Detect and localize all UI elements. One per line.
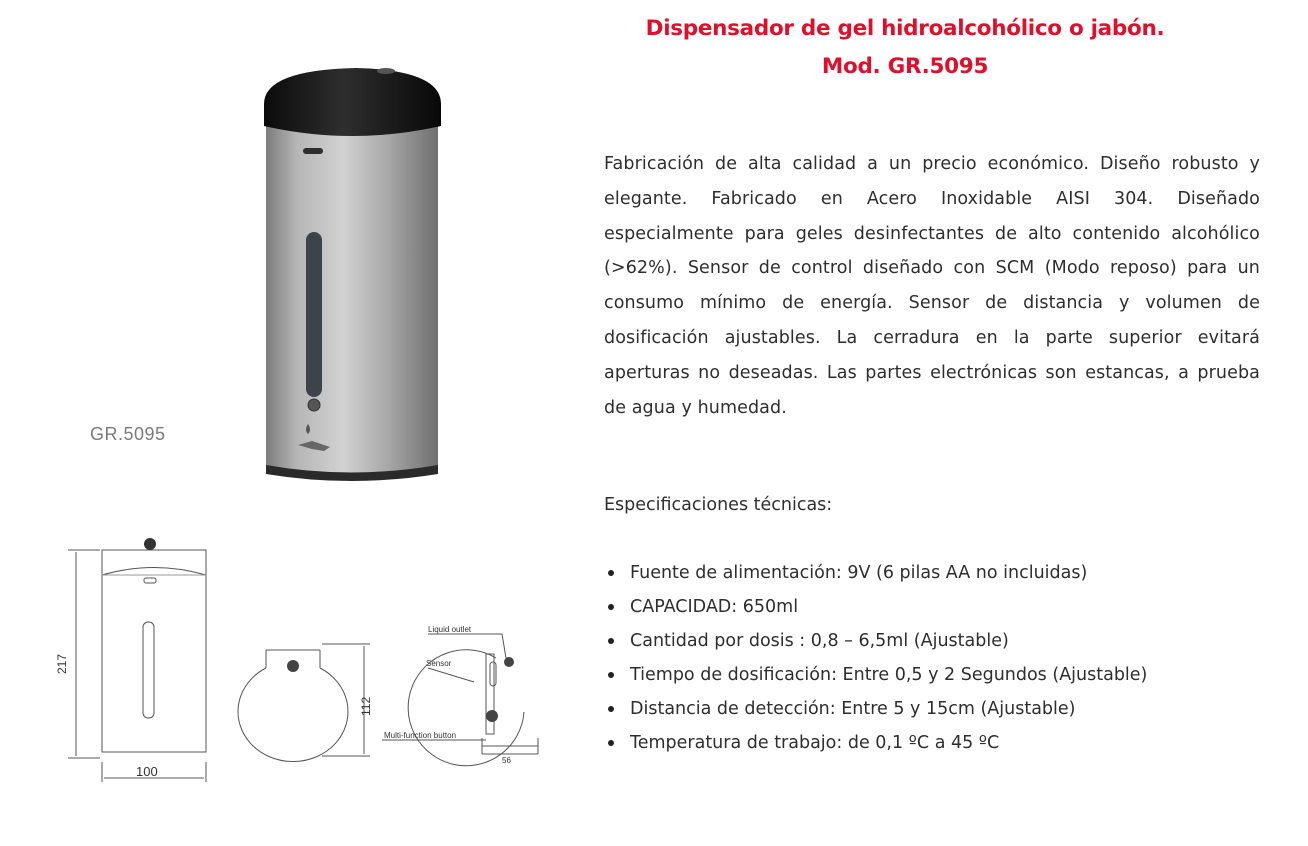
product-description: Fabricación de alta calidad a un precio económico. Diseño robusto y elegante. Fabricado en Acero Inoxidable AISI 304. Diseñado especialmente para geles desinfectantes de alto contenido alcohólico (>62%). Sensor de control diseñado con SCM (Modo reposo) para un consumo mínimo de energía. Sensor de distancia y volumen de dosificación ajustables. La cerradura en la parte superior evitará aperturas no deseadas. Las partes electrónicas son estancas, a prueba de agua y humedad. (604, 154, 1260, 418)
back-width-dim: 56 (502, 756, 511, 765)
specs-heading: Especificaciones técnicas: (604, 495, 833, 515)
spec-item: Cantidad por dosis : 0,8 – 6,5ml (Ajustable) (604, 624, 1244, 658)
spec-item: CAPACIDAD: 650ml (604, 590, 1244, 624)
spec-item: Distancia de detección: Entre 5 y 15cm (Ajustable) (604, 692, 1244, 726)
side-view-drawing (238, 636, 378, 766)
spec-item: Fuente de alimentación: 9V (6 pilas AA no incluidas) (604, 556, 1244, 590)
side-depth-dim: 112 (359, 696, 373, 716)
front-height-dim: 217 (55, 653, 69, 674)
specs-list (604, 556, 1244, 760)
title-line-1: Dispensador de gel hidroalcohólico o jabón. (645, 16, 1165, 41)
front-view-drawing (55, 530, 220, 790)
liquid-outlet-label: Liquid outlet (428, 625, 472, 634)
multi-function-button-label: Multi-function button (384, 731, 457, 740)
spec-item: Tiempo de dosificación: Entre 0,5 y 2 Segundos (Ajustable) (604, 658, 1244, 692)
product-photo (256, 60, 446, 492)
sensor-label: Sensor (426, 659, 452, 668)
front-width-dim: 100 (136, 764, 158, 779)
back-view-drawing (382, 622, 562, 772)
page-title (560, 10, 1250, 86)
title-line-2: Mod. GR.5095 (821, 54, 989, 79)
spec-item: Temperatura de trabajo: de 0,1 ºC a 45 ºC (604, 726, 1244, 760)
model-label: GR.5095 (90, 424, 166, 444)
